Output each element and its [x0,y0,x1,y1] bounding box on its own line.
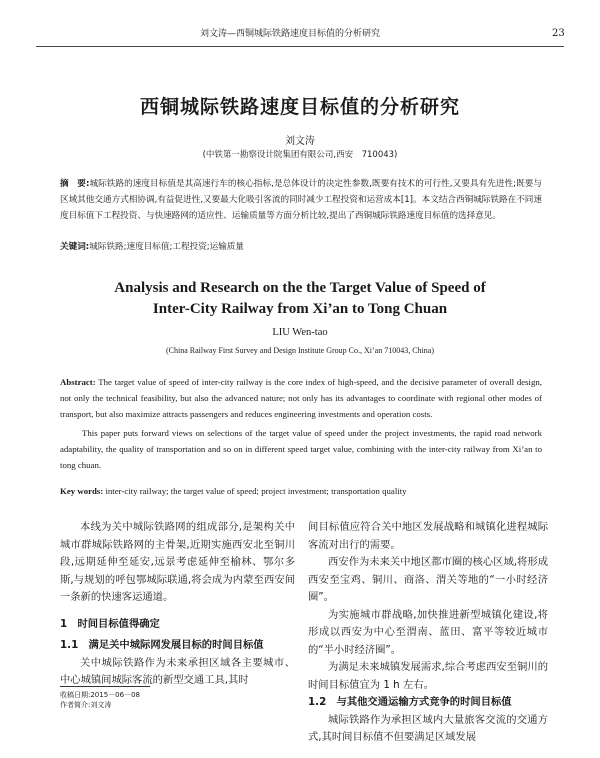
footnote-rule [60,686,150,687]
keywords-en [60,486,542,496]
keywords-en-label: Key words: [60,486,104,496]
affiliation-cn: (中铁第一勘察设计院集团有限公司,西安 710043) [202,150,398,160]
abstract-cn-text: 城际铁路的速度目标值是其高速行车的核心指标,是总体设计的决定性参数,既要有技术的可行性,又要具有先进性;既要与区域其他交通方式相协调,有益促进性,又要最大化吸引客流的同时减少工程投资和运营成本[1]。本文结合西铜城际铁路在不同速度目标值下工程投资、与快速路网的适应性、运输质量等方面分析比较,提出了西铜城际铁路速度目标值的选择意见。 [60,179,543,221]
section-1-2-paragraph: 城际铁路作为承担区域内大量旅客交流的交通方式,其时间目标值不但要满足区域发展 [308,713,548,743]
title-en-line1: Analysis and Research on the the Target Value of Speed of [114,280,486,296]
header-rule [36,46,564,47]
affiliation-en: (China Railway First Survey and Design Institute Group Co., Xi’an 710043, China) [166,346,434,355]
section-1-heading: 1 时间目标值得确定 [60,617,160,630]
author-intro: 作者简介:刘文涛 [60,701,112,709]
abstract-en-label: Abstract: [60,377,96,387]
body-column-left [60,519,295,690]
footnote [60,690,140,710]
paragraph-half-hour: 为实施城市群战略,加快推进新型城镇化建设,将形成以西安为中心至渭南、蓝田、富平等较近城市的“半小时经济圈”。 [308,608,548,656]
keywords-cn-label: 关键词: [60,242,90,252]
received-date: 收稿日期:2015－06－08 [60,691,140,699]
abstract-en [60,374,542,473]
keywords-cn-text: 城际铁路;速度目标值;工程投资;运输质量 [89,242,244,252]
section-1-1-paragraph: 关中城际铁路作为未来承担区域各主要城市、中心城镇间城际客流的新型交通工具,其时 [60,656,295,686]
paragraph-continued: 间目标值应符合关中地区发展战略和城镇化进程城际客流对出行的需要。 [308,521,548,551]
paragraph-xian-core: 西安作为未来关中地区都市圈的核心区域,将形成西安至宝鸡、铜川、商洛、渭关等地的“一小时经济圈”。 [308,556,548,603]
body-column-right [308,519,548,747]
author-cn: 刘文涛 [285,136,315,147]
section-1-1-heading: 1.1 满足关中城际网发展目标的时间目标值 [60,639,264,651]
running-title: 刘文涛—西铜城际铁路速度目标值的分析研究 [200,29,381,39]
intro-paragraph: 本线为关中城际铁路网的组成部分,是架构关中城市群城际铁路网的主骨架,近期实施西安北至铜川段,远期延伸至延安,远景考虑延伸至榆林、鄂尔多斯,与规划的呼包鄂城际联通,将会成为内蒙至西安间一条新的快速客运通道。 [60,521,295,603]
title-en-line2: Inter-City Railway from Xi’an to Tong Chuan [152,301,448,317]
title-en [0,278,600,320]
abstract-cn-label: 摘 要: [60,179,90,189]
title-cn: 西铜城际铁路速度目标值的分析研究 [139,96,460,118]
author-en: LIU Wen-tao [272,327,328,338]
keywords-en-text: inter-city railway; the target value of speed; project investment; transportation quality [105,486,407,496]
section-1-2-heading: 1.2 与其他交通运输方式竞争的时间目标值 [308,696,512,708]
page-number: 23 [552,28,565,39]
abstract-en-text2: This paper puts forward views on selections of the target value of speed under the project investments, the rapid road network adaptability, the quality of transportation and so on in different speed target value, combining with the inter-city railway from Xi’an to tong chuan. [60,428,542,470]
keywords-cn [60,240,542,252]
paragraph-target-time: 为满足未来城镇发展需求,综合考虑西安至铜川的时间目标值宜为 1 h 左右。 [308,661,548,691]
abstract-en-text: The target value of speed of inter-city railway is the core index of high-speed, and the decisive parameter of overall design, not only the technical feasibility, but also the advanced nature; not only has its advantages to coordinate with regional other modes of transport, but also maximize attracts passengers and reduces engineering investments and operation costs. [60,377,542,419]
abstract-cn [60,176,542,224]
